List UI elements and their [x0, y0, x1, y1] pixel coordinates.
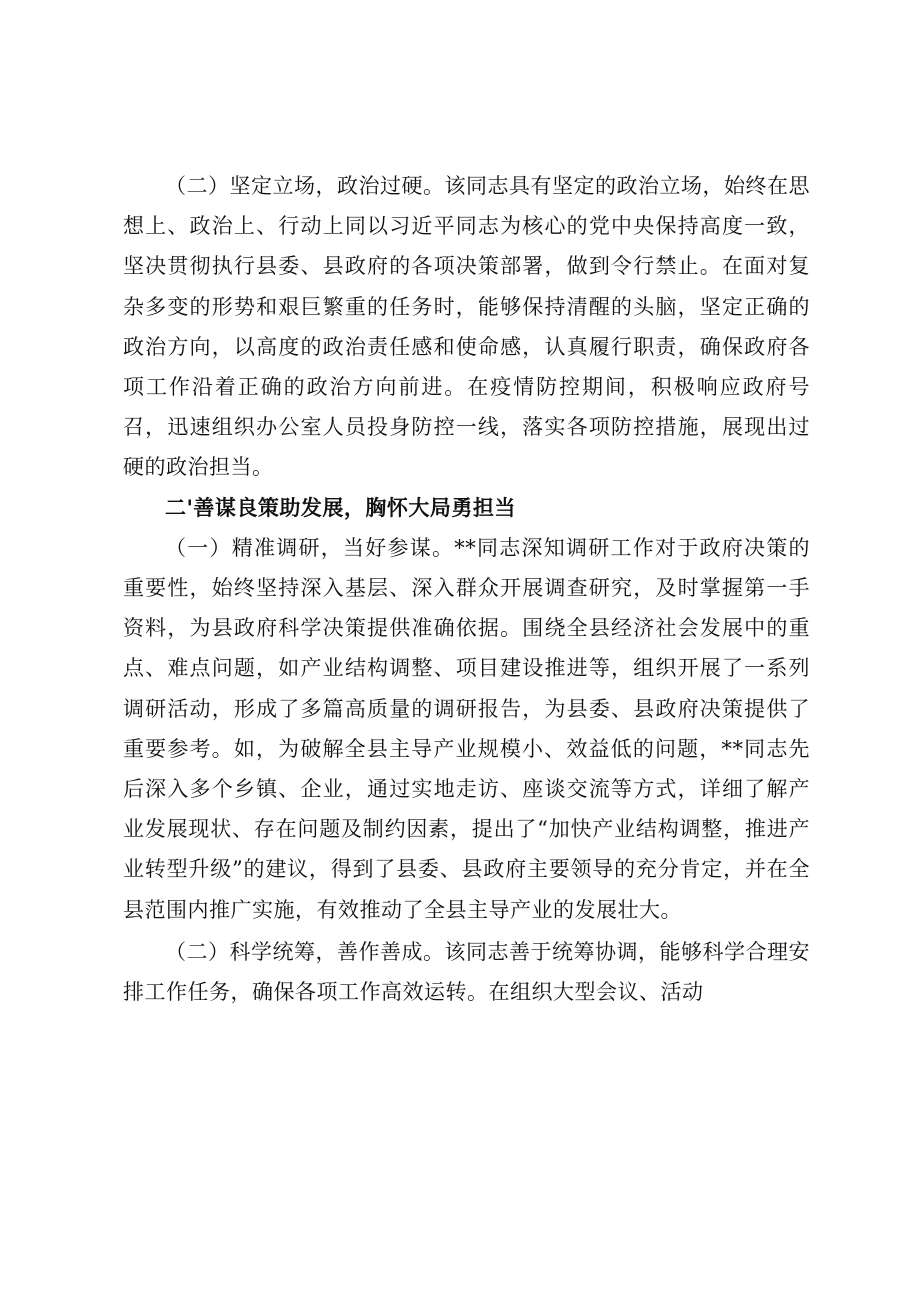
paragraph-research-advisory: （一）精准调研，当好参谋。**同志深知调研工作对于政府决策的重要性，始终坚持深入基层、深入群众开展调查研究，及时掌握第一手资料，为县政府科学决策提供准确依据。围绕全县经济社会发展中的重点、难点问题，如产业结构调整、项目建设推进等，组织开展了一系列调研活动，形成了多篇高质量的调研报告，为县委、县政府决策提供了重要参考。如，为破解全县主导产业规模小、效益低的问题，**同志先后深入多个乡镇、企业，通过实地走访、座谈交流等方式，详细了解产业发展现状、存在问题及制约因素，提出了“加快产业结构调整，推进产业转型升级”的建议，得到了县委、县政府主要领导的充分肯定，并在全县范围内推广实施，有效推动了全县主导产业的发展壮大。: [123, 535, 810, 922]
section-heading-two: 二'善谋良策助发展，胸怀大局勇担当: [165, 494, 516, 520]
paragraph-coordination: （二）科学统筹，善作善成。该同志善于统筹协调，能够科学合理安排工作任务，确保各项工作高效运转。在组织大型会议、活动: [123, 939, 810, 1005]
paragraph-political-stance: （二）坚定立场，政治过硬。该同志具有坚定的政治立场，始终在思想上、政治上、行动上同以习近平同志为核心的党中央保持高度一致，坚决贯彻执行县委、县政府的各项决策部署，做到令行禁止。在面对复杂多变的形势和艰巨繁重的任务时，能够保持清醒的头脑，坚定正确的政治方向，以高度的政治责任感和使命感，认真履行职责，确保政府各项工作沿着正确的政治方向前进。在疫情防控期间，积极响应政府号召，迅速组织办公室人员投身防控一线，落实各项防控措施，展现出过硬的政治担当。: [123, 174, 810, 480]
document-body: [123, 166, 810, 1012]
